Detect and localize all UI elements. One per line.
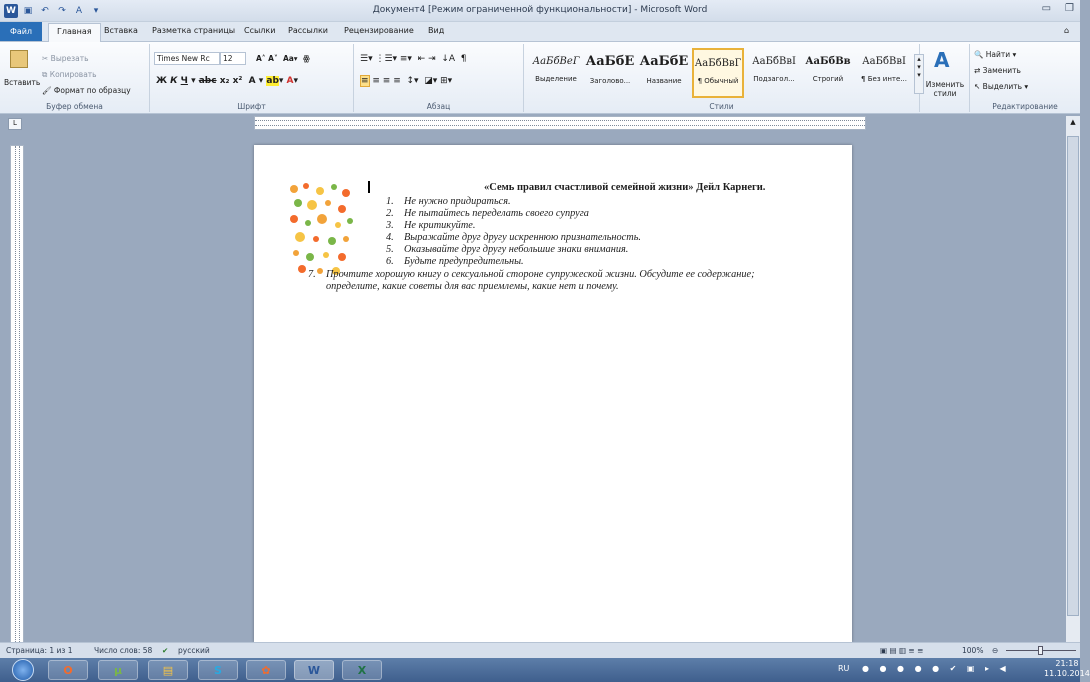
paragraph-group bbox=[354, 44, 524, 112]
style-sample: АаБбВеГ bbox=[532, 56, 580, 67]
tab-file[interactable]: Файл bbox=[0, 22, 42, 41]
tab-review[interactable]: Рецензирование bbox=[344, 26, 414, 35]
vertical-ruler[interactable] bbox=[10, 145, 24, 645]
list-buttons[interactable]: ☰▾ ⋮☰▾ ≡▾ ⇤ ⇥ ↓A ¶ bbox=[360, 54, 467, 64]
font-group bbox=[150, 44, 354, 112]
style-name: ¶ Обычный bbox=[697, 77, 739, 85]
font-size-select[interactable]: 12 bbox=[220, 52, 246, 65]
tab-view[interactable]: Вид bbox=[428, 26, 445, 35]
zoom-slider-thumb[interactable] bbox=[1038, 646, 1043, 655]
list-item-number: 3. bbox=[386, 220, 394, 232]
style-sample: АаБбВвI bbox=[752, 56, 796, 67]
document-author: Дейл Карнеги bbox=[696, 182, 763, 193]
tab-page-layout[interactable]: Разметка страницы bbox=[152, 26, 236, 35]
clock[interactable]: 21:18 11.10.2014 bbox=[1044, 659, 1090, 678]
document-page[interactable] bbox=[254, 145, 852, 642]
word-app-icon[interactable]: W bbox=[294, 660, 334, 680]
skype-app-icon[interactable]: S bbox=[198, 660, 238, 680]
zoom-level[interactable]: 100% bbox=[962, 646, 984, 655]
copy-button[interactable]: ⧉ Копировать bbox=[42, 70, 97, 79]
list-item-text: Прочтите хорошую книгу о сексуальной стороне супружеской жизни. Обсудите ее содержание; определите, какие советы для вас приемлемы, какие нет и почему. bbox=[326, 268, 755, 292]
list-item-number: 4. bbox=[386, 232, 394, 244]
grow-font-button[interactable]: A˄ A˅ Aa▾ ꙮ bbox=[256, 54, 311, 63]
tab-mailings[interactable]: Рассылки bbox=[288, 26, 328, 35]
style-name: Выделение bbox=[535, 75, 577, 83]
style-sample: АаБбЕ bbox=[585, 54, 635, 69]
clipboard-group-label: Буфер обмена bbox=[46, 102, 103, 111]
editing-group-label: Редактирование bbox=[992, 102, 1058, 111]
language-indicator[interactable]: RU bbox=[838, 664, 850, 673]
list-item-number: 5. bbox=[386, 244, 394, 256]
list-item-text: Выражайте друг другу искреннюю признательность. bbox=[404, 232, 641, 244]
find-button[interactable]: 🔍 Найти ▾ bbox=[974, 50, 1017, 59]
format-painter-button[interactable]: 🖌 Формат по образцу bbox=[42, 86, 131, 95]
change-styles-icon[interactable]: A bbox=[934, 48, 950, 72]
style-name: Строгий bbox=[812, 75, 844, 83]
list-item bbox=[386, 208, 806, 220]
horizontal-ruler[interactable] bbox=[254, 116, 866, 130]
style-tile[interactable] bbox=[802, 48, 854, 98]
style-tile[interactable] bbox=[530, 48, 582, 98]
title-bar bbox=[0, 0, 1080, 22]
undo-icon[interactable]: ↶ bbox=[41, 6, 49, 16]
select-button[interactable]: ↖ Выделить ▾ bbox=[974, 82, 1029, 91]
explorer-app-icon[interactable]: ▤ bbox=[148, 660, 188, 680]
style-tile[interactable] bbox=[638, 48, 690, 98]
tab-insert[interactable]: Вставка bbox=[104, 26, 138, 35]
styles-scroll-icon[interactable]: ▴ ▾ ▾ bbox=[914, 54, 924, 94]
list-item-number: 7. bbox=[308, 268, 316, 280]
vertical-scrollbar[interactable] bbox=[1066, 116, 1080, 642]
style-sample: АаБбЕ bbox=[639, 54, 689, 69]
redo-icon[interactable]: ↷ bbox=[58, 6, 66, 16]
ruler-toggle-button[interactable]: L bbox=[8, 118, 22, 130]
list-item-text: Не пытайтесь переделать своего супруга bbox=[404, 208, 589, 220]
styles-group-label: Стили bbox=[709, 102, 734, 111]
paste-button[interactable]: Вставить bbox=[4, 78, 41, 87]
style-name: Подзагол... bbox=[753, 75, 795, 83]
minimize-icon[interactable]: ▭ bbox=[1041, 3, 1052, 14]
list-item-number: 2. bbox=[386, 208, 394, 220]
scroll-up-icon[interactable]: ▲ bbox=[1070, 118, 1076, 126]
tray-icons[interactable]: ● ● ● ● ● ✔ ▣ ▸ ◀ bbox=[862, 664, 1010, 673]
tab-references[interactable]: Ссылки bbox=[244, 26, 276, 35]
list-item bbox=[386, 196, 806, 208]
status-bar bbox=[0, 642, 1080, 658]
zoom-out-icon[interactable]: ⊖ bbox=[992, 646, 999, 655]
style-tile[interactable] bbox=[692, 48, 744, 98]
page-count-status[interactable]: Страница: 1 из 1 bbox=[6, 646, 73, 655]
cut-button[interactable]: ✂ Вырезать bbox=[42, 54, 89, 63]
clipboard-group bbox=[0, 44, 150, 112]
document-list bbox=[308, 196, 806, 293]
list-item-text: Не критикуйте. bbox=[404, 220, 476, 232]
font-name-select[interactable]: Times New Rc bbox=[154, 52, 220, 65]
utorrent-app-icon[interactable]: µ bbox=[98, 660, 138, 680]
word-count-status[interactable]: Число слов: 58 bbox=[94, 646, 153, 655]
paragraph-group-label: Абзац bbox=[426, 102, 451, 111]
style-tile[interactable] bbox=[858, 48, 910, 98]
word-icon[interactable]: W bbox=[4, 4, 18, 18]
ribbon bbox=[0, 42, 1080, 114]
list-item bbox=[386, 244, 806, 256]
list-item-number: 1. bbox=[386, 196, 394, 207]
restore-icon[interactable]: ❐ bbox=[1065, 3, 1074, 14]
text-cursor bbox=[368, 181, 370, 193]
list-item-number: 6. bbox=[386, 256, 394, 268]
customize-quick-access-icon[interactable]: ▾ bbox=[93, 6, 99, 16]
save-icon[interactable]: ▣ bbox=[23, 6, 33, 16]
paste-icon[interactable] bbox=[10, 50, 28, 68]
document-title: «Семь правил счастливой семейной жизни» Дейл Карнеги. bbox=[484, 182, 766, 193]
font-color-quick-icon[interactable]: A bbox=[75, 6, 83, 16]
list-item bbox=[386, 256, 806, 268]
change-styles-group bbox=[920, 44, 970, 112]
change-styles-button[interactable]: Изменить стили bbox=[925, 80, 965, 98]
excel-app-icon[interactable]: X bbox=[342, 660, 382, 680]
list-item-text: Не нужно придираться. bbox=[404, 196, 511, 207]
list-item bbox=[308, 269, 806, 293]
paint-app-icon[interactable]: ✿ bbox=[246, 660, 286, 680]
align-buttons[interactable]: ≡ ≡ ≡ ≡ ↕▾ ◪▾ ⊞▾ bbox=[361, 76, 453, 86]
tab-home[interactable]: Главная bbox=[48, 23, 101, 42]
taskbar bbox=[0, 658, 1090, 682]
language-status[interactable]: русский bbox=[178, 646, 210, 655]
ribbon-tabs bbox=[0, 22, 1080, 42]
style-sample: АаБбВвI bbox=[862, 56, 906, 67]
decorative-clipart-image bbox=[288, 181, 358, 277]
style-tile[interactable] bbox=[584, 48, 636, 98]
help-icon[interactable]: ⌂ bbox=[1064, 26, 1070, 35]
view-mode-buttons[interactable]: ▣ ▤ ▥ ≡ ≡ bbox=[880, 646, 924, 655]
scrollbar-thumb[interactable] bbox=[1067, 136, 1079, 616]
replace-button[interactable]: ⇄ Заменить bbox=[974, 66, 1021, 75]
list-item-text: Будьте предупредительны. bbox=[404, 256, 524, 268]
list-item-text: Оказывайте друг другу небольшие знаки внимания. bbox=[404, 244, 629, 256]
style-tile[interactable] bbox=[748, 48, 800, 98]
style-name: Название bbox=[646, 77, 682, 85]
styles-group bbox=[524, 44, 920, 112]
style-name: Заголово... bbox=[589, 77, 631, 85]
font-format-buttons[interactable]: Ж К Ч ▾ abc x₂ x² A ▾ ab▾ A▾ bbox=[156, 76, 299, 86]
style-sample: АаБбВв bbox=[805, 56, 851, 67]
opera-app-icon[interactable]: O bbox=[48, 660, 88, 680]
font-group-label: Шрифт bbox=[237, 102, 266, 111]
style-name: ¶ Без инте... bbox=[861, 75, 907, 83]
start-button[interactable] bbox=[12, 659, 34, 681]
editing-group bbox=[970, 44, 1080, 112]
list-item bbox=[386, 232, 806, 244]
style-sample: АаБбВвГ bbox=[694, 58, 742, 69]
proofing-icon[interactable]: ✔ bbox=[162, 646, 169, 655]
window-title: Документ4 [Режим ограниченной функциональности] - Microsoft Word bbox=[372, 5, 708, 15]
list-item bbox=[386, 220, 806, 232]
